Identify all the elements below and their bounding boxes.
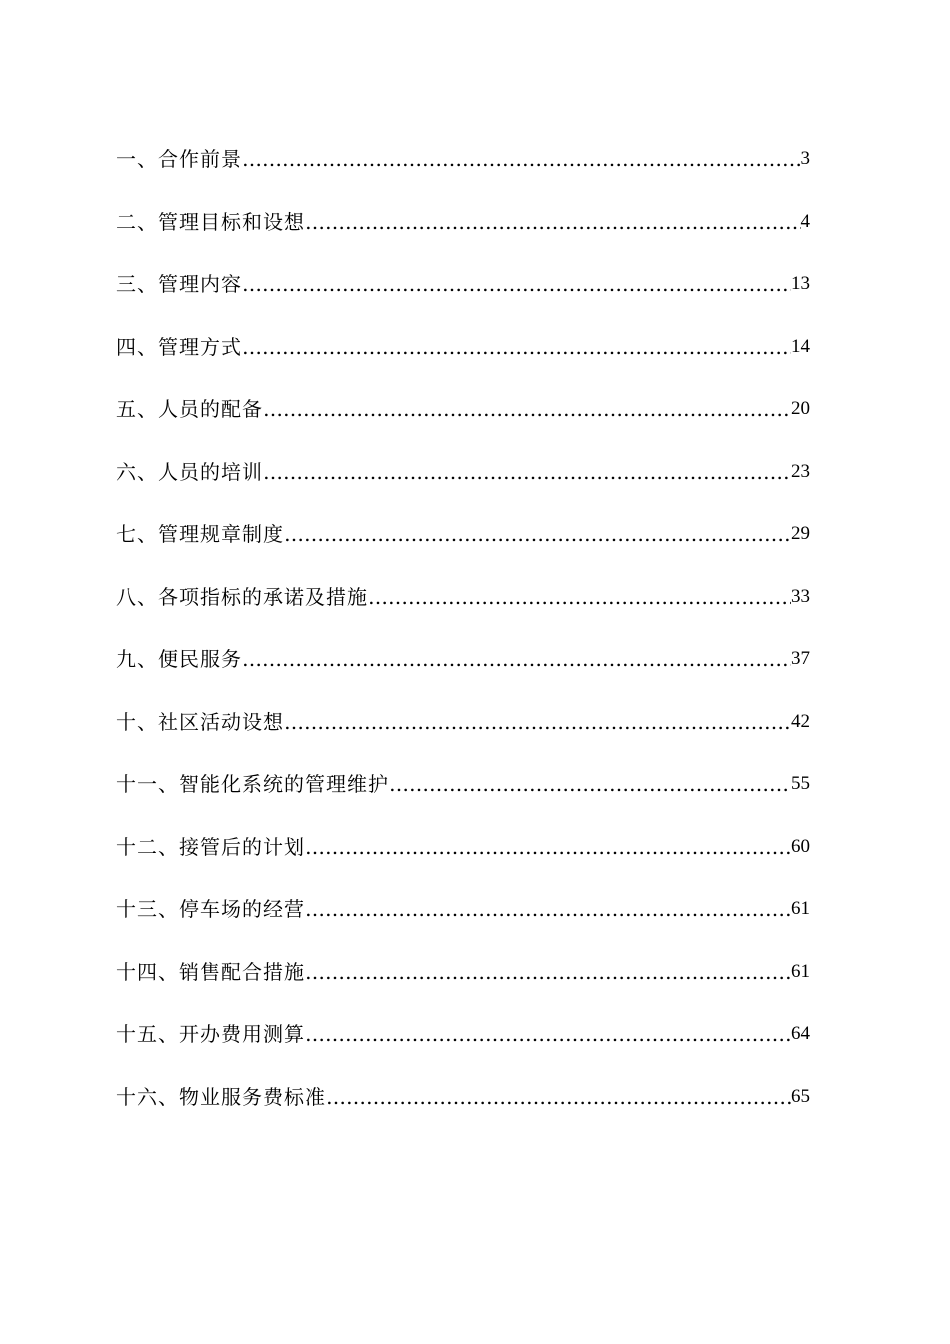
toc-page-number: 33	[791, 585, 810, 607]
toc-entry-title: 四、管理方式	[116, 334, 242, 359]
toc-dot-leader	[326, 1079, 791, 1115]
toc-entry[interactable]	[116, 191, 810, 254]
toc-dot-leader	[263, 391, 791, 427]
toc-page-number: 61	[791, 898, 810, 920]
toc-entry[interactable]	[116, 378, 810, 441]
toc-dot-leader	[242, 641, 791, 677]
toc-dot-leader	[305, 204, 801, 240]
toc-entry-title: 五、人员的配备	[116, 397, 263, 422]
toc-entry[interactable]	[116, 753, 810, 816]
toc-dot-leader	[368, 579, 791, 615]
toc-entry-title: 八、各项指标的承诺及措施	[116, 584, 368, 609]
toc-entry[interactable]	[116, 441, 810, 504]
toc-dot-leader	[284, 704, 791, 740]
toc-entry-title: 九、便民服务	[116, 647, 242, 672]
toc-page-number: 55	[791, 773, 810, 795]
toc-entry-title: 三、管理内容	[116, 272, 242, 297]
toc-entry[interactable]	[116, 566, 810, 629]
toc-page-number: 37	[791, 648, 810, 670]
toc-dot-leader	[242, 141, 801, 177]
toc-entry-title: 十五、开办费用测算	[116, 1022, 305, 1047]
toc-entry[interactable]	[116, 628, 810, 691]
toc-page-number: 61	[791, 960, 810, 982]
toc-entry-title: 一、合作前景	[116, 147, 242, 172]
toc-dot-leader	[284, 516, 791, 552]
toc-entry[interactable]	[116, 878, 810, 941]
toc-entry-title: 二、管理目标和设想	[116, 209, 305, 234]
toc-dot-leader	[305, 1016, 791, 1052]
toc-page-number: 29	[791, 523, 810, 545]
toc-entry-title: 十、社区活动设想	[116, 709, 284, 734]
toc-dot-leader	[305, 891, 791, 927]
toc-page-number: 4	[800, 210, 810, 232]
toc-entry[interactable]	[116, 253, 810, 316]
toc-dot-leader	[242, 329, 791, 365]
toc-page-number: 14	[791, 335, 810, 357]
toc-entry[interactable]	[116, 128, 810, 191]
toc-entry[interactable]	[116, 691, 810, 754]
toc-entry[interactable]	[116, 941, 810, 1004]
toc-entry-title: 十三、停车场的经营	[116, 897, 305, 922]
toc-entry[interactable]	[116, 503, 810, 566]
toc-entry-title: 十六、物业服务费标准	[116, 1084, 326, 1109]
toc-page-number: 60	[791, 835, 810, 857]
toc-dot-leader	[242, 266, 791, 302]
toc-page-number: 3	[800, 148, 810, 170]
toc-entry-title: 七、管理规章制度	[116, 522, 284, 547]
toc-page-number: 65	[791, 1085, 810, 1107]
toc-page-number: 13	[791, 273, 810, 295]
toc-entry-title: 十二、接管后的计划	[116, 834, 305, 859]
toc-entry[interactable]	[116, 316, 810, 379]
toc-entry-title: 十四、销售配合措施	[116, 959, 305, 984]
toc-dot-leader	[263, 454, 791, 490]
toc-page-number: 42	[791, 710, 810, 732]
toc-entry[interactable]	[116, 816, 810, 879]
toc-entry[interactable]	[116, 1003, 810, 1066]
toc-dot-leader	[305, 829, 791, 865]
toc-dot-leader	[389, 766, 791, 802]
toc-page-number: 64	[791, 1023, 810, 1045]
table-of-contents	[116, 128, 810, 1128]
toc-entry-title: 十一、智能化系统的管理维护	[116, 772, 389, 797]
toc-entry-title: 六、人员的培训	[116, 459, 263, 484]
toc-dot-leader	[305, 954, 791, 990]
toc-page-number: 20	[791, 398, 810, 420]
toc-entry[interactable]	[116, 1066, 810, 1129]
toc-page-number: 23	[791, 460, 810, 482]
